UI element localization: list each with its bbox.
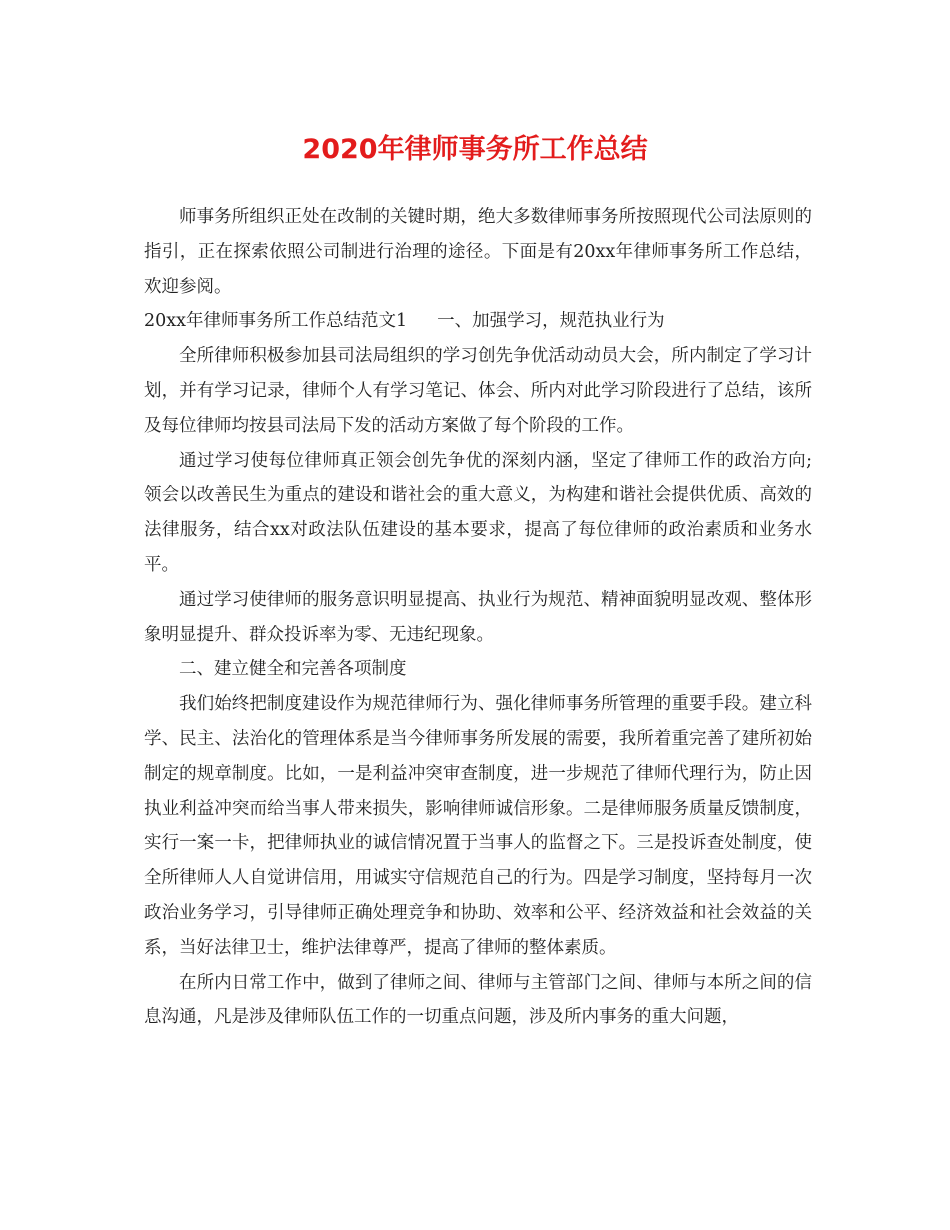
section-one-heading: 一、加强学习，规范执业行为 [437, 311, 665, 332]
understanding-paragraph: 通过学习使每位律师真正领会创先争优的深刻内涵，坚定了律师工作的政治方向;领会以改善民生为重点的建设和谐社会的重大意义，为构建和谐社会提供优质、高效的法律服务，结合xx对政法队伍建设的基本要求，提高了每位律师的政治素质和业务水平。 [144, 450, 812, 575]
document-body [144, 200, 812, 1035]
document-title: 2020年律师事务所工作总结 [302, 134, 648, 165]
service-paragraph: 通过学习使律师的服务意识明显提高、执业行为规范、精神面貌明显改观、整体形象明显提升、群众投诉率为零、无违纪现象。 [144, 589, 812, 645]
sample-heading: 20xx年律师事务所工作总结范文1 [144, 311, 408, 332]
system-paragraph: 我们始终把制度建设作为规范律师行为、强化律师事务所管理的重要手段。建立科学、民主、法治化的管理体系是当今律师事务所发展的需要，我所着重完善了建所初始制定的规章制度。比如，一是利益冲突审查制度，进一步规范了律师代理行为，防止因执业利益冲突而给当事人带来损失，影响律师诚信形象。二是律师服务质量反馈制度，实行一案一卡，把律师执业的诚信情况置于当事人的监督之下。三是投诉查处制度，使全所律师人人自觉讲信用，用诚实守信规范自己的行为。四是学习制度，坚持每月一次政治业务学习，引导律师正确处理竞争和协助、效率和公平、经济效益和社会效益的关系，当好法律卫士，维护法律尊严，提高了律师的整体素质。 [144, 694, 812, 958]
section-two-heading: 二、建立健全和完善各项制度 [179, 659, 407, 680]
sample-heading-line [144, 304, 812, 339]
study-paragraph: 全所律师积极参加县司法局组织的学习创先争优活动动员大会，所内制定了学习计划，并有学习记录，律师个人有学习笔记、体会、所内对此学习阶段进行了总结，该所及每位律师均按县司法局下发的活动方案做了每个阶段的工作。 [144, 346, 812, 436]
communication-paragraph: 在所内日常工作中，做到了律师之间、律师与主管部门之间、律师与本所之间的信息沟通，凡是涉及律师队伍工作的一切重点问题，涉及所内事务的重大问题， [144, 972, 812, 1028]
intro-paragraph: 师事务所组织正处在改制的关键时期，绝大多数律师事务所按照现代公司法原则的指引，正在探索依照公司制进行治理的途径。下面是有20xx年律师事务所工作总结，欢迎参阅。 [144, 207, 812, 297]
